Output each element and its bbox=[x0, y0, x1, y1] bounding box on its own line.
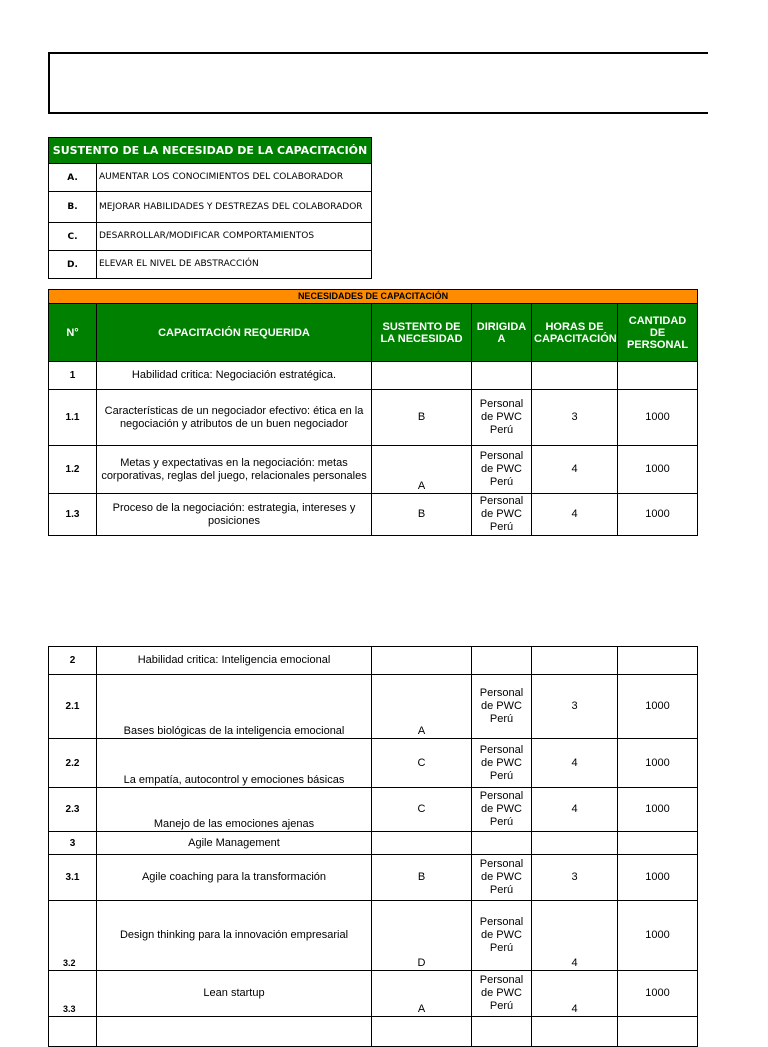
row-cantidad: 1000 bbox=[618, 855, 698, 901]
row-cantidad: 1000 bbox=[618, 390, 698, 446]
row-capacitacion: Design thinking para la innovación empresarial bbox=[97, 901, 372, 971]
row-horas: 4 bbox=[532, 971, 618, 1017]
row-dirigida: Personal de PWC Perú bbox=[472, 788, 532, 832]
necesidades-header-row bbox=[49, 304, 698, 362]
table-row bbox=[49, 675, 698, 739]
table-row bbox=[49, 832, 698, 855]
row-number: 2 bbox=[49, 647, 97, 675]
table-row bbox=[49, 1017, 698, 1047]
row-sustento: B bbox=[372, 494, 472, 536]
necesidades-table bbox=[48, 289, 698, 536]
row-dirigida bbox=[472, 832, 532, 855]
row-horas: 4 bbox=[532, 901, 618, 971]
row-dirigida: Personal de PWC Perú bbox=[472, 390, 532, 446]
row-cantidad: 1000 bbox=[618, 788, 698, 832]
row-number: 3.2 bbox=[49, 901, 97, 971]
sustento-row bbox=[49, 164, 372, 192]
row-cantidad: 1000 bbox=[618, 494, 698, 536]
row-horas: 4 bbox=[532, 788, 618, 832]
table-row bbox=[49, 901, 698, 971]
row-sustento: C bbox=[372, 739, 472, 788]
header-sustento: SUSTENTO DE LA NECESIDAD bbox=[372, 304, 472, 362]
row-number: 2.1 bbox=[49, 675, 97, 739]
table-row bbox=[49, 390, 698, 446]
table-row bbox=[49, 446, 698, 494]
table-row bbox=[49, 739, 698, 788]
row-number: 3.1 bbox=[49, 855, 97, 901]
row-capacitacion: Lean startup bbox=[97, 971, 372, 1017]
row-cantidad: 1000 bbox=[618, 446, 698, 494]
row-horas: 4 bbox=[532, 739, 618, 788]
sustento-text: MEJORAR HABILIDADES Y DESTREZAS DEL COLABORADOR bbox=[97, 192, 372, 223]
row-sustento: D bbox=[372, 901, 472, 971]
sustento-letter: A. bbox=[49, 164, 97, 192]
table-row bbox=[49, 647, 698, 675]
sustento-letter: D. bbox=[49, 251, 97, 279]
sustento-text: DESARROLLAR/MODIFICAR COMPORTAMIENTOS bbox=[97, 223, 372, 251]
necesidades-title: NECESIDADES DE CAPACITACIÓN bbox=[49, 290, 698, 304]
row-cantidad: 1000 bbox=[618, 901, 698, 971]
sustento-row bbox=[49, 251, 372, 279]
row-dirigida: Personal de PWC Perú bbox=[472, 494, 532, 536]
row-capacitacion: Agile coaching para la transformación bbox=[97, 855, 372, 901]
row-horas: 4 bbox=[532, 494, 618, 536]
row-number: 2.2 bbox=[49, 739, 97, 788]
row-capacitacion: Características de un negociador efectivo: ética en la negociación y atributos de un buen negociador bbox=[97, 390, 372, 446]
row-horas bbox=[532, 647, 618, 675]
row-sustento: A bbox=[372, 971, 472, 1017]
row-number: 3.3 bbox=[49, 971, 97, 1017]
table-row bbox=[49, 494, 698, 536]
sustento-letter: B. bbox=[49, 192, 97, 223]
header-dirigida: DIRIGIDA A bbox=[472, 304, 532, 362]
row-dirigida bbox=[472, 362, 532, 390]
sustento-header-row bbox=[49, 138, 372, 164]
row-capacitacion: Metas y expectativas en la negociación: metas corporativas, reglas del juego, relacionales personales bbox=[97, 446, 372, 494]
row-sustento: B bbox=[372, 855, 472, 901]
row-cantidad bbox=[618, 832, 698, 855]
table-row bbox=[49, 362, 698, 390]
row-capacitacion: La empatía, autocontrol y emociones básicas bbox=[97, 739, 372, 788]
table-row bbox=[49, 971, 698, 1017]
sustento-header: SUSTENTO DE LA NECESIDAD DE LA CAPACITACIÓN bbox=[49, 138, 372, 164]
row-dirigida: Personal de PWC Perú bbox=[472, 446, 532, 494]
row-capacitacion: Habilidad critica: Inteligencia emocional bbox=[97, 647, 372, 675]
row-sustento: B bbox=[372, 390, 472, 446]
row-number: 3 bbox=[49, 832, 97, 855]
row-dirigida: Personal de PWC Perú bbox=[472, 901, 532, 971]
row-dirigida: Personal de PWC Perú bbox=[472, 855, 532, 901]
row-horas: 3 bbox=[532, 855, 618, 901]
table-row bbox=[49, 788, 698, 832]
row-capacitacion: Proceso de la negociación: estrategia, intereses y posiciones bbox=[97, 494, 372, 536]
row-capacitacion: Habilidad critica: Negociación estratégica. bbox=[97, 362, 372, 390]
sustento-table bbox=[48, 137, 372, 279]
row-cantidad: 1000 bbox=[618, 739, 698, 788]
row-cantidad bbox=[618, 362, 698, 390]
row-number: 1.3 bbox=[49, 494, 97, 536]
row-horas bbox=[532, 832, 618, 855]
header-capacitacion: CAPACITACIÓN REQUERIDA bbox=[97, 304, 372, 362]
header-cantidad: CANTIDAD DE PERSONAL bbox=[618, 304, 698, 362]
row-number: 2.3 bbox=[49, 788, 97, 832]
row-cantidad: 1000 bbox=[618, 971, 698, 1017]
row-number: 1 bbox=[49, 362, 97, 390]
row-capacitacion: Agile Management bbox=[97, 832, 372, 855]
row-dirigida: Personal de PWC Perú bbox=[472, 971, 532, 1017]
sustento-text: ELEVAR EL NIVEL DE ABSTRACCIÓN bbox=[97, 251, 372, 279]
row-dirigida: Personal de PWC Perú bbox=[472, 739, 532, 788]
row-capacitacion: Bases biológicas de la inteligencia emocional bbox=[97, 675, 372, 739]
sustento-row bbox=[49, 223, 372, 251]
header-horas: HORAS DE CAPACITACIÓN bbox=[532, 304, 618, 362]
row-cantidad: 1000 bbox=[618, 675, 698, 739]
row-horas: 3 bbox=[532, 390, 618, 446]
row-horas: 4 bbox=[532, 446, 618, 494]
table-row bbox=[49, 855, 698, 901]
sustento-text: AUMENTAR LOS CONOCIMIENTOS DEL COLABORADOR bbox=[97, 164, 372, 192]
row-number: 1.2 bbox=[49, 446, 97, 494]
sustento-letter: C. bbox=[49, 223, 97, 251]
header-n: N° bbox=[49, 304, 97, 362]
row-cantidad bbox=[618, 647, 698, 675]
row-sustento bbox=[372, 647, 472, 675]
row-dirigida bbox=[472, 647, 532, 675]
row-sustento: A bbox=[372, 675, 472, 739]
document-title-box bbox=[48, 52, 708, 114]
row-capacitacion: Manejo de las emociones ajenas bbox=[97, 788, 372, 832]
sustento-row bbox=[49, 192, 372, 223]
row-horas: 3 bbox=[532, 675, 618, 739]
row-horas bbox=[532, 362, 618, 390]
necesidades-table-continued bbox=[48, 646, 698, 1047]
row-sustento bbox=[372, 362, 472, 390]
row-dirigida: Personal de PWC Perú bbox=[472, 675, 532, 739]
row-sustento: A bbox=[372, 446, 472, 494]
row-sustento: C bbox=[372, 788, 472, 832]
row-number: 1.1 bbox=[49, 390, 97, 446]
row-sustento bbox=[372, 832, 472, 855]
necesidades-title-row bbox=[49, 290, 698, 304]
